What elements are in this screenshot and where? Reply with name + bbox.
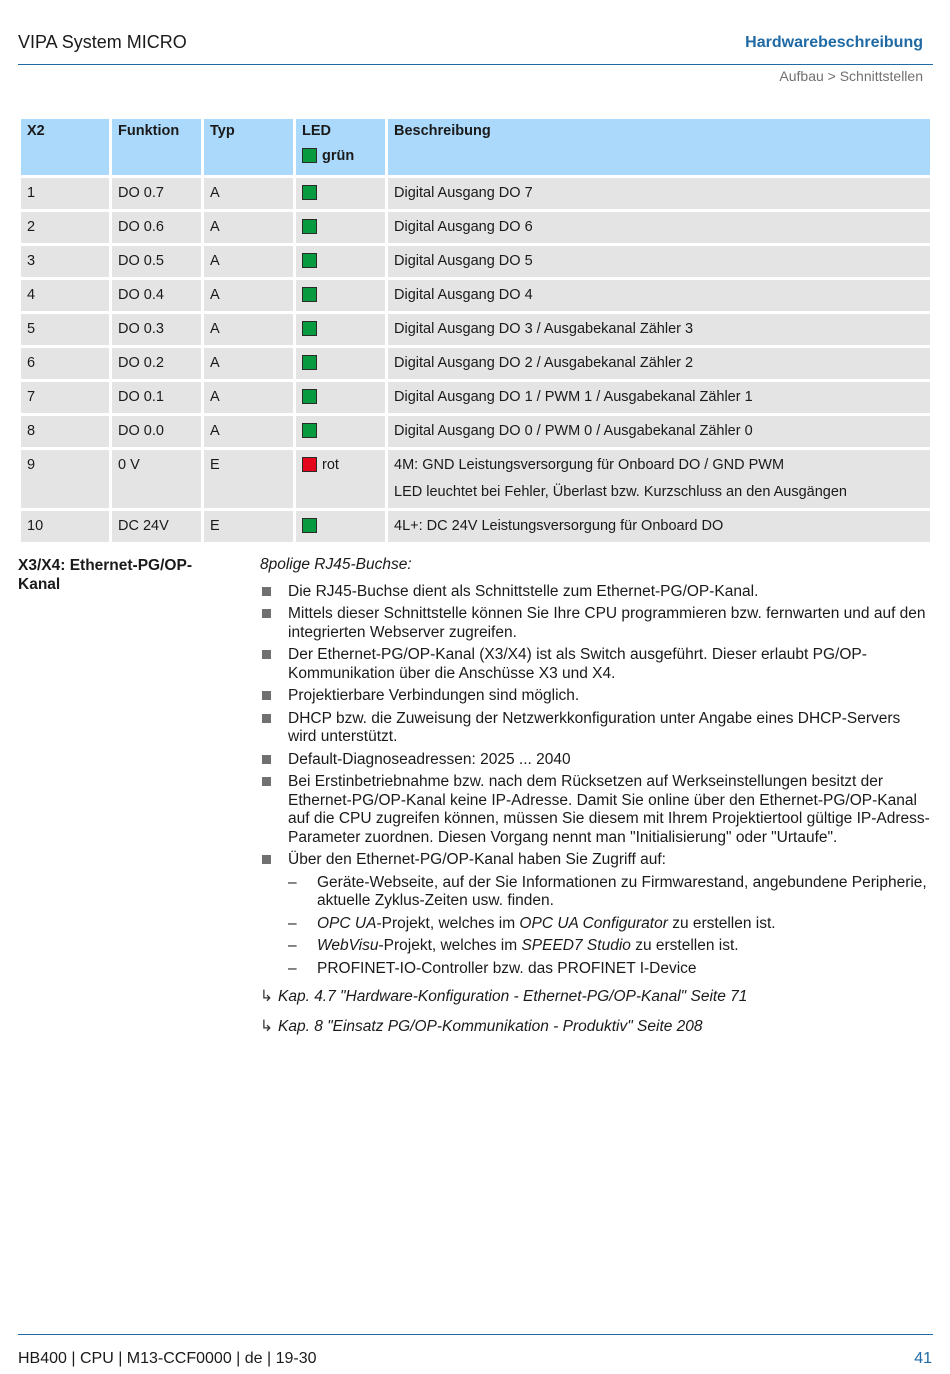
section-body [260,556,932,1036]
table-row [21,246,930,277]
dash-icon: – [288,873,297,891]
footer-divider [18,1334,933,1335]
cell-led [296,511,385,542]
list-item-text: Mittels dieser Schnittstelle können Sie Ihre CPU programmieren bzw. fernwarten und auf den integrierten Webserver zugreifen. [288,605,926,641]
cross-reference-link[interactable] [260,1018,932,1037]
list-item-text: Default-Diagnoseadressen: 2025 ... 2040 [288,750,571,768]
product-name: OPC UA [317,914,377,932]
list-item [260,646,932,683]
cell-led [296,416,385,447]
cell-function: DO 0.3 [112,314,201,345]
header-type: Typ [204,119,293,175]
bullet-square-icon [262,609,271,618]
cell-pin: 5 [21,314,109,345]
reference-arrow-icon: ↳ [260,988,273,1005]
description-text: Digital Ausgang DO 6 [394,219,533,235]
document-title: VIPA System MICRO [18,32,187,52]
description-text: Digital Ausgang DO 3 / Ausgabekanal Zähler 3 [394,321,694,337]
header-led-legend [302,148,379,164]
product-name: SPEED7 Studio [521,937,631,954]
reference-arrow-icon: ↳ [260,1017,273,1035]
cell-type: A [204,212,293,243]
cell-description [388,280,930,311]
cell-description [388,246,930,277]
bullet-square-icon [262,587,271,596]
chapter-title: Hardwarebeschreibung [745,34,923,51]
cell-type: A [204,314,293,345]
bullet-square-icon [262,691,271,700]
list-item-text: Projektierbare Verbindungen sind möglich. [288,687,580,704]
cell-description [388,416,930,447]
description-text: Digital Ausgang DO 4 [394,287,533,303]
cell-pin: 9 [21,450,109,508]
cell-description [388,314,930,345]
sub-list-item-text: zu erstellen ist. [667,914,776,932]
description-note: LED leuchtet bei Fehler, Überlast bzw. Kurzschluss an den Ausgängen [394,484,847,500]
led-green-icon [302,518,317,533]
dash-icon: – [288,914,297,932]
sub-list-item-text: -Projekt, welches im [376,914,520,932]
cell-description [388,382,930,413]
list-item-text: Bei Erstinbetriebnahme bzw. nach dem Rücksetzen auf Werkseinstellungen besitzt der Ethernet-PG/OP-Kanal keine IP-Adresse. Damit Sie online über den Ethernet-PG/OP-Kanal auf die CPU zugreifen können, müssen Sie diesem mit Ihrem Projektiertool gültige IP-Adress-Parameter zuordnen. Diesen Vorgang nennt man "Initialisierung" oder "Urtaufe". [288,773,930,846]
cell-function: DO 0.7 [112,178,201,209]
cell-led [296,348,385,379]
description-text: 4L+: DC 24V Leistungsversorgung für Onboard DO [394,518,724,534]
cell-type: A [204,416,293,447]
cell-type: A [204,178,293,209]
header-pin: X2 [21,119,109,175]
sub-list-item-text: Geräte-Webseite, auf der Sie Informationen zu Firmwarestand, angebundene Peripherie, aktuelle Zyklus-Zeiten usw. finden. [317,873,927,909]
led-green-icon [302,389,317,404]
table-row [21,511,930,542]
list-item-text: DHCP bzw. die Zuweisung der Netzwerkkonfiguration unter Angabe eines DHCP-Servers wird unterstützt. [288,709,901,745]
bullet-square-icon [262,777,271,786]
led-green-icon [302,253,317,268]
cell-led [296,178,385,209]
cell-pin: 7 [21,382,109,413]
header-led [296,119,385,175]
list-item [260,687,932,706]
sub-list-item-text: -Projekt, welches im [378,937,522,954]
description-text: Digital Ausgang DO 2 / Ausgabekanal Zähler 2 [394,355,694,371]
list-item-text: Der Ethernet-PG/OP-Kanal (X3/X4) ist als Switch ausgeführt. Dieser erlaubt PG/OP-Kommunikation über die Anschüsse X3 und X4. [288,646,867,682]
cell-pin: 8 [21,416,109,447]
cell-type: A [204,382,293,413]
sub-list-item-text: PROFINET-IO-Controller bzw. das PROFINET I-Device [317,959,697,977]
table-row [21,416,930,447]
sub-list-item [288,874,932,911]
led-green-icon [302,148,317,163]
document-id: HB400 | CPU | M13-CCF0000 | de | 19-30 [18,1350,317,1367]
list-item-text: Die RJ45-Buchse dient als Schnittstelle zum Ethernet-PG/OP-Kanal. [288,582,759,600]
cross-reference-text[interactable]: Kap. 4.7 "Hardware-Konfiguration - Ethernet-PG/OP-Kanal" Seite 71 [278,988,748,1005]
feature-list [260,583,932,979]
list-item-text: Über den Ethernet-PG/OP-Kanal haben Sie Zugriff auf: [288,851,666,868]
cross-reference-text[interactable]: Kap. 8 "Einsatz PG/OP-Kommunikation - Produktiv" Seite 208 [278,1017,703,1035]
list-item [260,851,932,978]
sub-list-item [288,960,932,979]
cell-description [388,212,930,243]
cell-description [388,178,930,209]
cell-pin: 4 [21,280,109,311]
page-number: 41 [914,1350,932,1367]
pin-assignment-table [18,116,933,545]
header-led-color: grün [322,148,355,164]
cell-function: DC 24V [112,511,201,542]
cell-function: DO 0.4 [112,280,201,311]
dash-icon: – [288,937,297,954]
connector-intro: 8polige RJ45-Buchse: [260,556,412,573]
header-led-label: LED [302,123,331,139]
table-row [21,314,930,345]
cell-type: E [204,450,293,508]
cell-function: DO 0.1 [112,382,201,413]
bullet-square-icon [262,650,271,659]
table-row [21,382,930,413]
led-label: rot [322,457,339,473]
header-function: Funktion [112,119,201,175]
table-row [21,212,930,243]
cell-led [296,382,385,413]
description-text: Digital Ausgang DO 1 / PWM 1 / Ausgabekanal Zähler 1 [394,389,753,405]
cell-led [296,246,385,277]
description-text: Digital Ausgang DO 5 [394,253,533,269]
cross-reference-link[interactable] [260,988,932,1007]
sub-list-item [288,937,932,956]
product-name: WebVisu [317,937,379,954]
cell-led [296,314,385,345]
cell-type: A [204,246,293,277]
sub-list-item [288,915,932,934]
cell-function: DO 0.2 [112,348,201,379]
description-text: Digital Ausgang DO 7 [394,185,533,201]
list-item [260,583,932,602]
access-sublist [288,874,932,979]
cell-pin: 1 [21,178,109,209]
description-text: 4M: GND Leistungsversorgung für Onboard DO / GND PWM [394,457,785,473]
cell-function: DO 0.0 [112,416,201,447]
bullet-square-icon [262,714,271,723]
led-green-icon [302,423,317,438]
cell-description [388,511,930,542]
cell-pin: 3 [21,246,109,277]
bullet-square-icon [262,755,271,764]
cell-pin: 6 [21,348,109,379]
table-row [21,348,930,379]
led-green-icon [302,355,317,370]
cell-function: 0 V [112,450,201,508]
cell-description [388,450,930,508]
cell-type: E [204,511,293,542]
dash-icon: – [288,959,297,977]
cell-description [388,348,930,379]
led-green-icon [302,219,317,234]
breadcrumb: Aufbau > Schnittstellen [779,68,923,84]
led-green-icon [302,185,317,200]
product-name: OPC UA Configurator [519,914,668,932]
cell-led [296,280,385,311]
led-green-icon [302,287,317,302]
cell-led [296,450,385,508]
cell-pin: 10 [21,511,109,542]
list-item [260,605,932,642]
header-divider [18,64,933,65]
list-item [260,710,932,747]
section-heading: X3/X4: Ethernet-PG/OP-Kanal [18,557,192,593]
table-row [21,450,930,508]
cell-type: A [204,280,293,311]
cell-type: A [204,348,293,379]
cell-function: DO 0.6 [112,212,201,243]
cell-function: DO 0.5 [112,246,201,277]
sub-list-item-text: zu erstellen ist. [630,937,739,954]
list-item [260,773,932,847]
cell-led [296,212,385,243]
list-item [260,751,932,770]
description-text: Digital Ausgang DO 0 / PWM 0 / Ausgabekanal Zähler 0 [394,423,753,439]
cell-pin: 2 [21,212,109,243]
header-description: Beschreibung [388,119,930,175]
table-header-row [21,119,930,175]
bullet-square-icon [262,855,271,864]
led-red-icon [302,457,317,472]
table-row [21,178,930,209]
led-green-icon [302,321,317,336]
table-row [21,280,930,311]
